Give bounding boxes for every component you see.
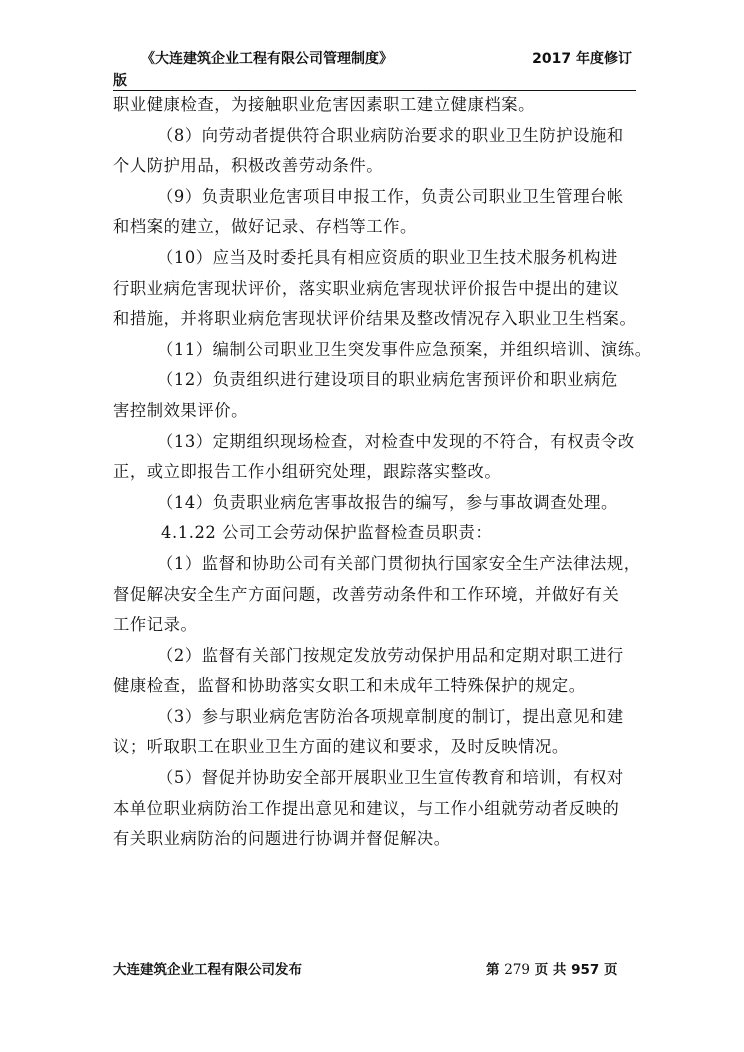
page-suffix: 页 (603, 962, 618, 978)
text-line: 正，或立即报告工作小组研究处理，跟踪落实整改。 (113, 462, 502, 482)
document-title: 《大连建筑企业工程有限公司管理制度》 (141, 51, 393, 67)
page-current: 279 (504, 962, 530, 978)
text-line: 有关职业病防治的问题进行协调并督促解决。 (113, 829, 451, 849)
text-line: 和措施，并将职业病危害现状评价结果及整改情况存入职业卫生档案。 (113, 309, 637, 329)
publisher: 大连建筑企业工程有限公司发布 (113, 962, 302, 978)
revision-year: 2017 年度修订 (532, 51, 632, 67)
text-line: （8）向劳动者提供符合职业病防治要求的职业卫生防护设施和 (157, 125, 624, 145)
text-line: 害控制效果评价。 (113, 400, 249, 420)
page-prefix: 第 (486, 962, 500, 978)
text-line: 督促解决安全生产方面问题，改善劳动条件和工作环境，并做好有关 (113, 584, 620, 604)
text-line: （12）负责组织进行建设项目的职业病危害预评价和职业病危 (157, 370, 618, 390)
text-line: 4.1.22 公司工会劳动保护监督检查员职责： (161, 523, 493, 543)
text-line: 工作记录。 (113, 615, 198, 635)
text-line: （9）负责职业危害项目申报工作，负责公司职业卫生管理台帐 (157, 186, 624, 206)
text-line: 健康检查，监督和协助落实女职工和未成年工特殊保护的规定。 (113, 676, 586, 696)
text-line: 职业健康检查，为接触职业危害因素职工建立健康档案。 (113, 95, 536, 114)
text-line: （1）监督和协助公司有关部门贯彻执行国家安全生产法律法规， (157, 553, 641, 573)
text-line: （3）参与职业病危害防治各项规章制度的制订，提出意见和建 (157, 706, 624, 726)
text-line: （11）编制公司职业卫生突发事件应急预案，并组织培训、演练。 (157, 339, 652, 359)
text-line: 行职业病危害现状评价，落实职业病危害现状评价报告中提出的建议 (113, 278, 620, 298)
page-number (486, 960, 617, 980)
text-line: （10）应当及时委托具有相应资质的职业卫生技术服务机构进 (157, 247, 618, 267)
text-line: （13）定期组织现场检查，对检查中发现的不符合，有权责令改 (157, 431, 635, 451)
page-total: 957 (571, 962, 600, 978)
text-line: （2）监督有关部门按规定发放劳动保护用品和定期对职工进行 (157, 645, 624, 665)
text-line: 议；听取职工在职业卫生方面的建议和要求，及时反映情况。 (113, 737, 569, 757)
text-line: （5）督促并协助安全部开展职业卫生宣传教育和培训，有权对 (157, 768, 624, 788)
document-body (113, 90, 652, 855)
text-line: 和档案的建立，做好记录、存档等工作。 (113, 217, 417, 237)
text-line: 本单位职业病防治工作提出意见和建议，与工作小组就劳动者反映的 (113, 798, 620, 818)
page-middle: 页 共 (534, 962, 567, 978)
revision-year-continuation: 版 (113, 73, 127, 89)
text-line: 个人防护用品，积极改善劳动条件。 (113, 156, 384, 176)
text-line: （14）负责职业病危害事故报告的编写，参与事故调查处理。 (157, 492, 618, 512)
